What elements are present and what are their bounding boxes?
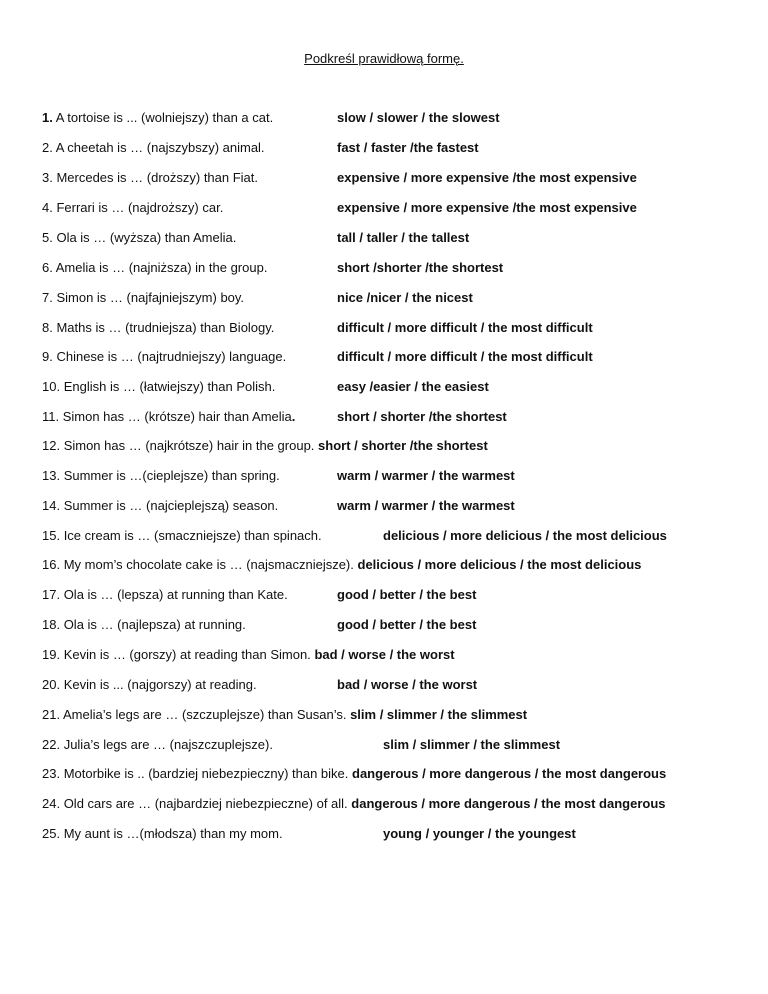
exercise-item (42, 617, 742, 633)
worksheet-title: Podkreśl prawidłową formę. (304, 51, 464, 66)
exercise-item (42, 230, 742, 246)
item-options[interactable]: bad / worse / the worst (314, 647, 455, 662)
item-options[interactable]: expensive / more expensive /the most expensive (337, 200, 637, 215)
exercise-item (42, 737, 742, 753)
item-question: Julia’s legs are … (najszczuplejsze). (60, 737, 273, 752)
exercise-item (42, 110, 742, 126)
item-question: Kevin is ... (najgorszy) at reading. (60, 677, 257, 692)
exercise-item (42, 647, 742, 663)
item-options[interactable]: short /shorter /the shortest (337, 260, 504, 275)
item-options[interactable]: good / better / the best (337, 617, 477, 632)
exercise-item (42, 320, 742, 336)
exercise-item (42, 349, 742, 365)
exercise-item (42, 409, 742, 425)
item-options[interactable]: expensive / more expensive /the most expensive (337, 170, 637, 185)
item-number: 5. (42, 230, 53, 245)
exercise-item (42, 528, 742, 544)
item-question: Amelia is … (najniższa) in the group. (52, 260, 268, 275)
item-question: Amelia’s legs are … (szczuplejsze) than Susan’s. (60, 707, 347, 722)
exercise-item (42, 170, 742, 186)
item-number: 19. (42, 647, 61, 662)
exercise-item (42, 200, 742, 216)
item-number: 3. (42, 170, 53, 185)
item-options[interactable]: slim / slimmer / the slimmest (350, 707, 528, 722)
item-options[interactable]: good / better / the best (337, 587, 477, 602)
item-options[interactable]: slim / slimmer / the slimmest (383, 737, 561, 752)
item-options[interactable]: difficult / more difficult / the most difficult (337, 320, 593, 335)
item-options[interactable]: warm / warmer / the warmest (337, 498, 515, 513)
item-options[interactable]: fast / faster /the fastest (337, 140, 479, 155)
item-number: 25. (42, 826, 61, 841)
exercise-item (42, 587, 742, 603)
exercise-item (42, 260, 742, 276)
item-question: Maths is … (trudniejsza) than Biology. (52, 320, 275, 335)
exercise-item (42, 379, 742, 395)
item-number: 6. (42, 260, 53, 275)
item-question: Motorbike is .. (bardziej niebezpieczny) than bike. (60, 766, 349, 781)
item-question: English is … (łatwiejszy) than Polish. (60, 379, 276, 394)
exercise-item (42, 796, 742, 812)
item-question: Ola is … (wyższa) than Amelia. (52, 230, 237, 245)
item-options[interactable]: dangerous / more dangerous / the most dangerous (352, 766, 667, 781)
exercise-item (42, 766, 742, 782)
item-question: Kevin is … (gorszy) at reading than Simon. (60, 647, 311, 662)
item-question: Chinese is … (najtrudniejszy) language. (52, 349, 287, 364)
item-question: Summer is … (najcieplejszą) season. (60, 498, 279, 513)
item-question: Mercedes is … (droższy) than Fiat. (52, 170, 259, 185)
item-number: 23. (42, 766, 61, 781)
item-options[interactable]: short / shorter /the shortest (337, 409, 507, 424)
item-question: A cheetah is … (najszybszy) animal. (52, 140, 265, 155)
exercise-item (42, 438, 742, 454)
item-options[interactable]: short / shorter /the shortest (318, 438, 488, 453)
exercise-item (42, 826, 742, 842)
item-options[interactable]: delicious / more delicious / the most delicious (383, 528, 667, 543)
exercise-item (42, 140, 742, 156)
item-question: Simon is … (najfajniejszym) boy. (52, 290, 245, 305)
item-number: 16. (42, 557, 61, 572)
item-number: 2. (42, 140, 53, 155)
item-question: My mom’s chocolate cake is … (najsmaczniejsze). (60, 557, 354, 572)
item-number: 17. (42, 587, 61, 602)
item-number: 12. (42, 438, 61, 453)
item-number: 22. (42, 737, 61, 752)
item-options[interactable]: delicious / more delicious / the most delicious (357, 557, 642, 572)
exercise-item (42, 707, 742, 723)
item-options[interactable]: dangerous / more dangerous / the most dangerous (351, 796, 666, 811)
exercise-item (42, 468, 742, 484)
item-options[interactable]: young / younger / the youngest (383, 826, 576, 841)
item-options[interactable]: slow / slower / the slowest (337, 110, 500, 125)
exercise-item (42, 677, 742, 693)
item-question: Ola is … (lepsza) at running than Kate. (60, 587, 288, 602)
item-question: Simon has … (najkrótsze) hair in the group. (60, 438, 315, 453)
item-number: 13. (42, 468, 61, 483)
item-options[interactable]: difficult / more difficult / the most difficult (337, 349, 593, 364)
item-number: 14. (42, 498, 61, 513)
item-question: A tortoise is ... (wolniejszy) than a cat. (52, 110, 274, 125)
item-question: Old cars are … (najbardziej niebezpieczne) of all. (60, 796, 348, 811)
item-number: 1. (42, 110, 53, 125)
item-question: Simon has … (krótsze) hair than Amelia (59, 409, 292, 424)
item-number: 9. (42, 349, 53, 364)
item-number: 4. (42, 200, 53, 215)
item-period: . (291, 409, 296, 424)
item-number: 11. (42, 409, 60, 424)
item-question: My aunt is …(młodsza) than my mom. (60, 826, 283, 841)
item-number: 7. (42, 290, 53, 305)
item-question: Summer is …(cieplejsze) than spring. (60, 468, 280, 483)
item-options[interactable]: tall / taller / the tallest (337, 230, 470, 245)
item-options[interactable]: warm / warmer / the warmest (337, 468, 515, 483)
item-number: 15. (42, 528, 61, 543)
item-question: Ola is … (najlepsza) at running. (60, 617, 246, 632)
item-options[interactable]: nice /nicer / the nicest (337, 290, 473, 305)
exercise-item (42, 557, 742, 573)
item-number: 8. (42, 320, 53, 335)
item-number: 10. (42, 379, 61, 394)
item-number: 24. (42, 796, 61, 811)
item-question: Ferrari is … (najdroższy) car. (52, 200, 224, 215)
exercise-item (42, 498, 742, 514)
item-number: 21. (42, 707, 61, 722)
item-number: 18. (42, 617, 61, 632)
exercise-item (42, 290, 742, 306)
item-options[interactable]: bad / worse / the worst (337, 677, 478, 692)
item-question: Ice cream is … (smaczniejsze) than spinach. (60, 528, 322, 543)
item-number: 20. (42, 677, 61, 692)
item-options[interactable]: easy /easier / the easiest (337, 379, 489, 394)
